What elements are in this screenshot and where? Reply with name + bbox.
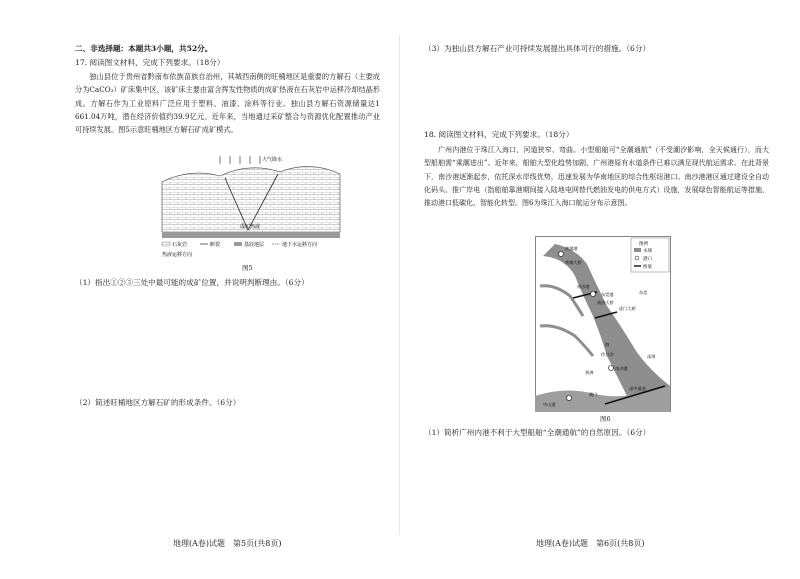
figure-5-ore-model	[150, 152, 350, 260]
svg-text:南沙大桥: 南沙大桥	[597, 300, 614, 305]
svg-text:地下水运移方向: 地下水运移方向	[282, 242, 318, 248]
figure-6-pearl-river-map	[535, 236, 671, 412]
svg-text:断裂: 断裂	[210, 242, 221, 248]
svg-text:桥梁: 桥梁	[643, 265, 652, 270]
svg-text:香洲: 香洲	[585, 370, 594, 375]
q17-part2: （2）简述旺桶地区方解石矿的形成条件。（6分）	[75, 398, 241, 407]
footer-page6: 地理(A卷)试题 第6页(共8页)	[536, 539, 645, 548]
q17-part1: （1）指出①②③三处中最可能的成矿位置，并说明判断理由。（6分）	[75, 278, 309, 287]
svg-text:基底地层: 基底地层	[244, 242, 265, 248]
svg-text:东莞: 东莞	[639, 290, 648, 295]
svg-text:黄埔大桥: 黄埔大桥	[565, 260, 582, 265]
svg-text:热液运移方向: 热液运移方向	[162, 252, 193, 258]
q18-intro: 18. 阅读图文材料，完成下列要求。（18分）	[424, 130, 574, 139]
svg-text:水域: 水域	[643, 249, 652, 254]
svg-text:南沙港: 南沙港	[615, 366, 628, 371]
svg-text:深中通道: 深中通道	[629, 386, 646, 391]
svg-text:石灰岩: 石灰岩	[172, 242, 188, 248]
svg-text:伶仃洋: 伶仃洋	[601, 352, 614, 357]
q18-part1: （1）简析广州内港不利于大型船舶“全潮通航”的自然原因。（6分）	[424, 428, 651, 437]
svg-text:中山港: 中山港	[543, 402, 556, 407]
svg-text:黄埔港: 黄埔港	[565, 246, 578, 251]
q17-part3: （3）为独山县方解石产业可持续发展提出具体可行的措施。（6分）	[424, 44, 651, 53]
svg-text:虎门大桥: 虎门大桥	[619, 306, 636, 311]
svg-text:港口: 港口	[643, 257, 652, 262]
precipitation-arrows	[220, 156, 260, 164]
footer-page5: 地理(A卷)试题 第5页(共8页)	[173, 539, 282, 548]
svg-text:图例: 图例	[639, 242, 648, 247]
section-title: 二、非选择题：本题共3小题，共52分。	[75, 44, 213, 53]
basement-layer	[162, 232, 340, 238]
figure-5-caption: 图5	[242, 264, 253, 272]
svg-text:海: 海	[605, 342, 610, 347]
svg-text:东莞港: 东莞港	[601, 292, 614, 297]
ore-label: 成矿热液	[240, 224, 261, 230]
right-page	[400, 0, 800, 579]
precipitation-label: 大气降水	[262, 157, 283, 163]
svg-text:深圳: 深圳	[647, 354, 656, 359]
limestone-layer	[162, 166, 340, 232]
svg-text:澳门: 澳门	[589, 392, 598, 397]
q18-material: 广州内港位于珠江入海口，河道狭窄、弯曲。小型船舶可“全潮通航”（不受潮汐影响，全天候通行），而大型船舶需“乘潮进出”。近年来，船舶大型化趋势加剧，广州港原有水道条件已难以满足现代航运需求。在此背景下，南沙港逐渐起步，依托深水岸线优势，迅速发展为华南地区的综合性枢纽港口。南沙港港区通过建设全自动化码头、推广岸电（指船舶靠港期间接入陆地电网替代燃油发电的供电方式）设施，发展绿色智能航运等措施，推动港口低碳化、智能化转型。图6为珠江入海口航运分布示意图。	[424, 146, 769, 208]
q17-intro: 17. 阅读图文材料，完成下列要求。（18分）	[75, 58, 225, 67]
svg-text:南沙港: 南沙港	[577, 284, 590, 289]
q17-material: 独山县位于贵州省黔南布依族苗族自治州，其城西南侧的旺桶地区是重要的方解石（主要成分为CaCO₃）矿床集中区，该矿床主要由富含挥发性物质的成矿热液在石灰岩中运移冷却结晶形成。方解石作为工业原料广泛应用于塑料、油漆、涂料等行业。独山县方解石资源储量达1 661.04万吨，潜在经济价值约39.9亿元。近年来，当地通过采矿整合与资源优化配置推动产业可持续发展。图5示意旺桶地区方解石矿成矿模式。	[75, 72, 380, 135]
figure-6-caption: 图6	[600, 415, 611, 423]
